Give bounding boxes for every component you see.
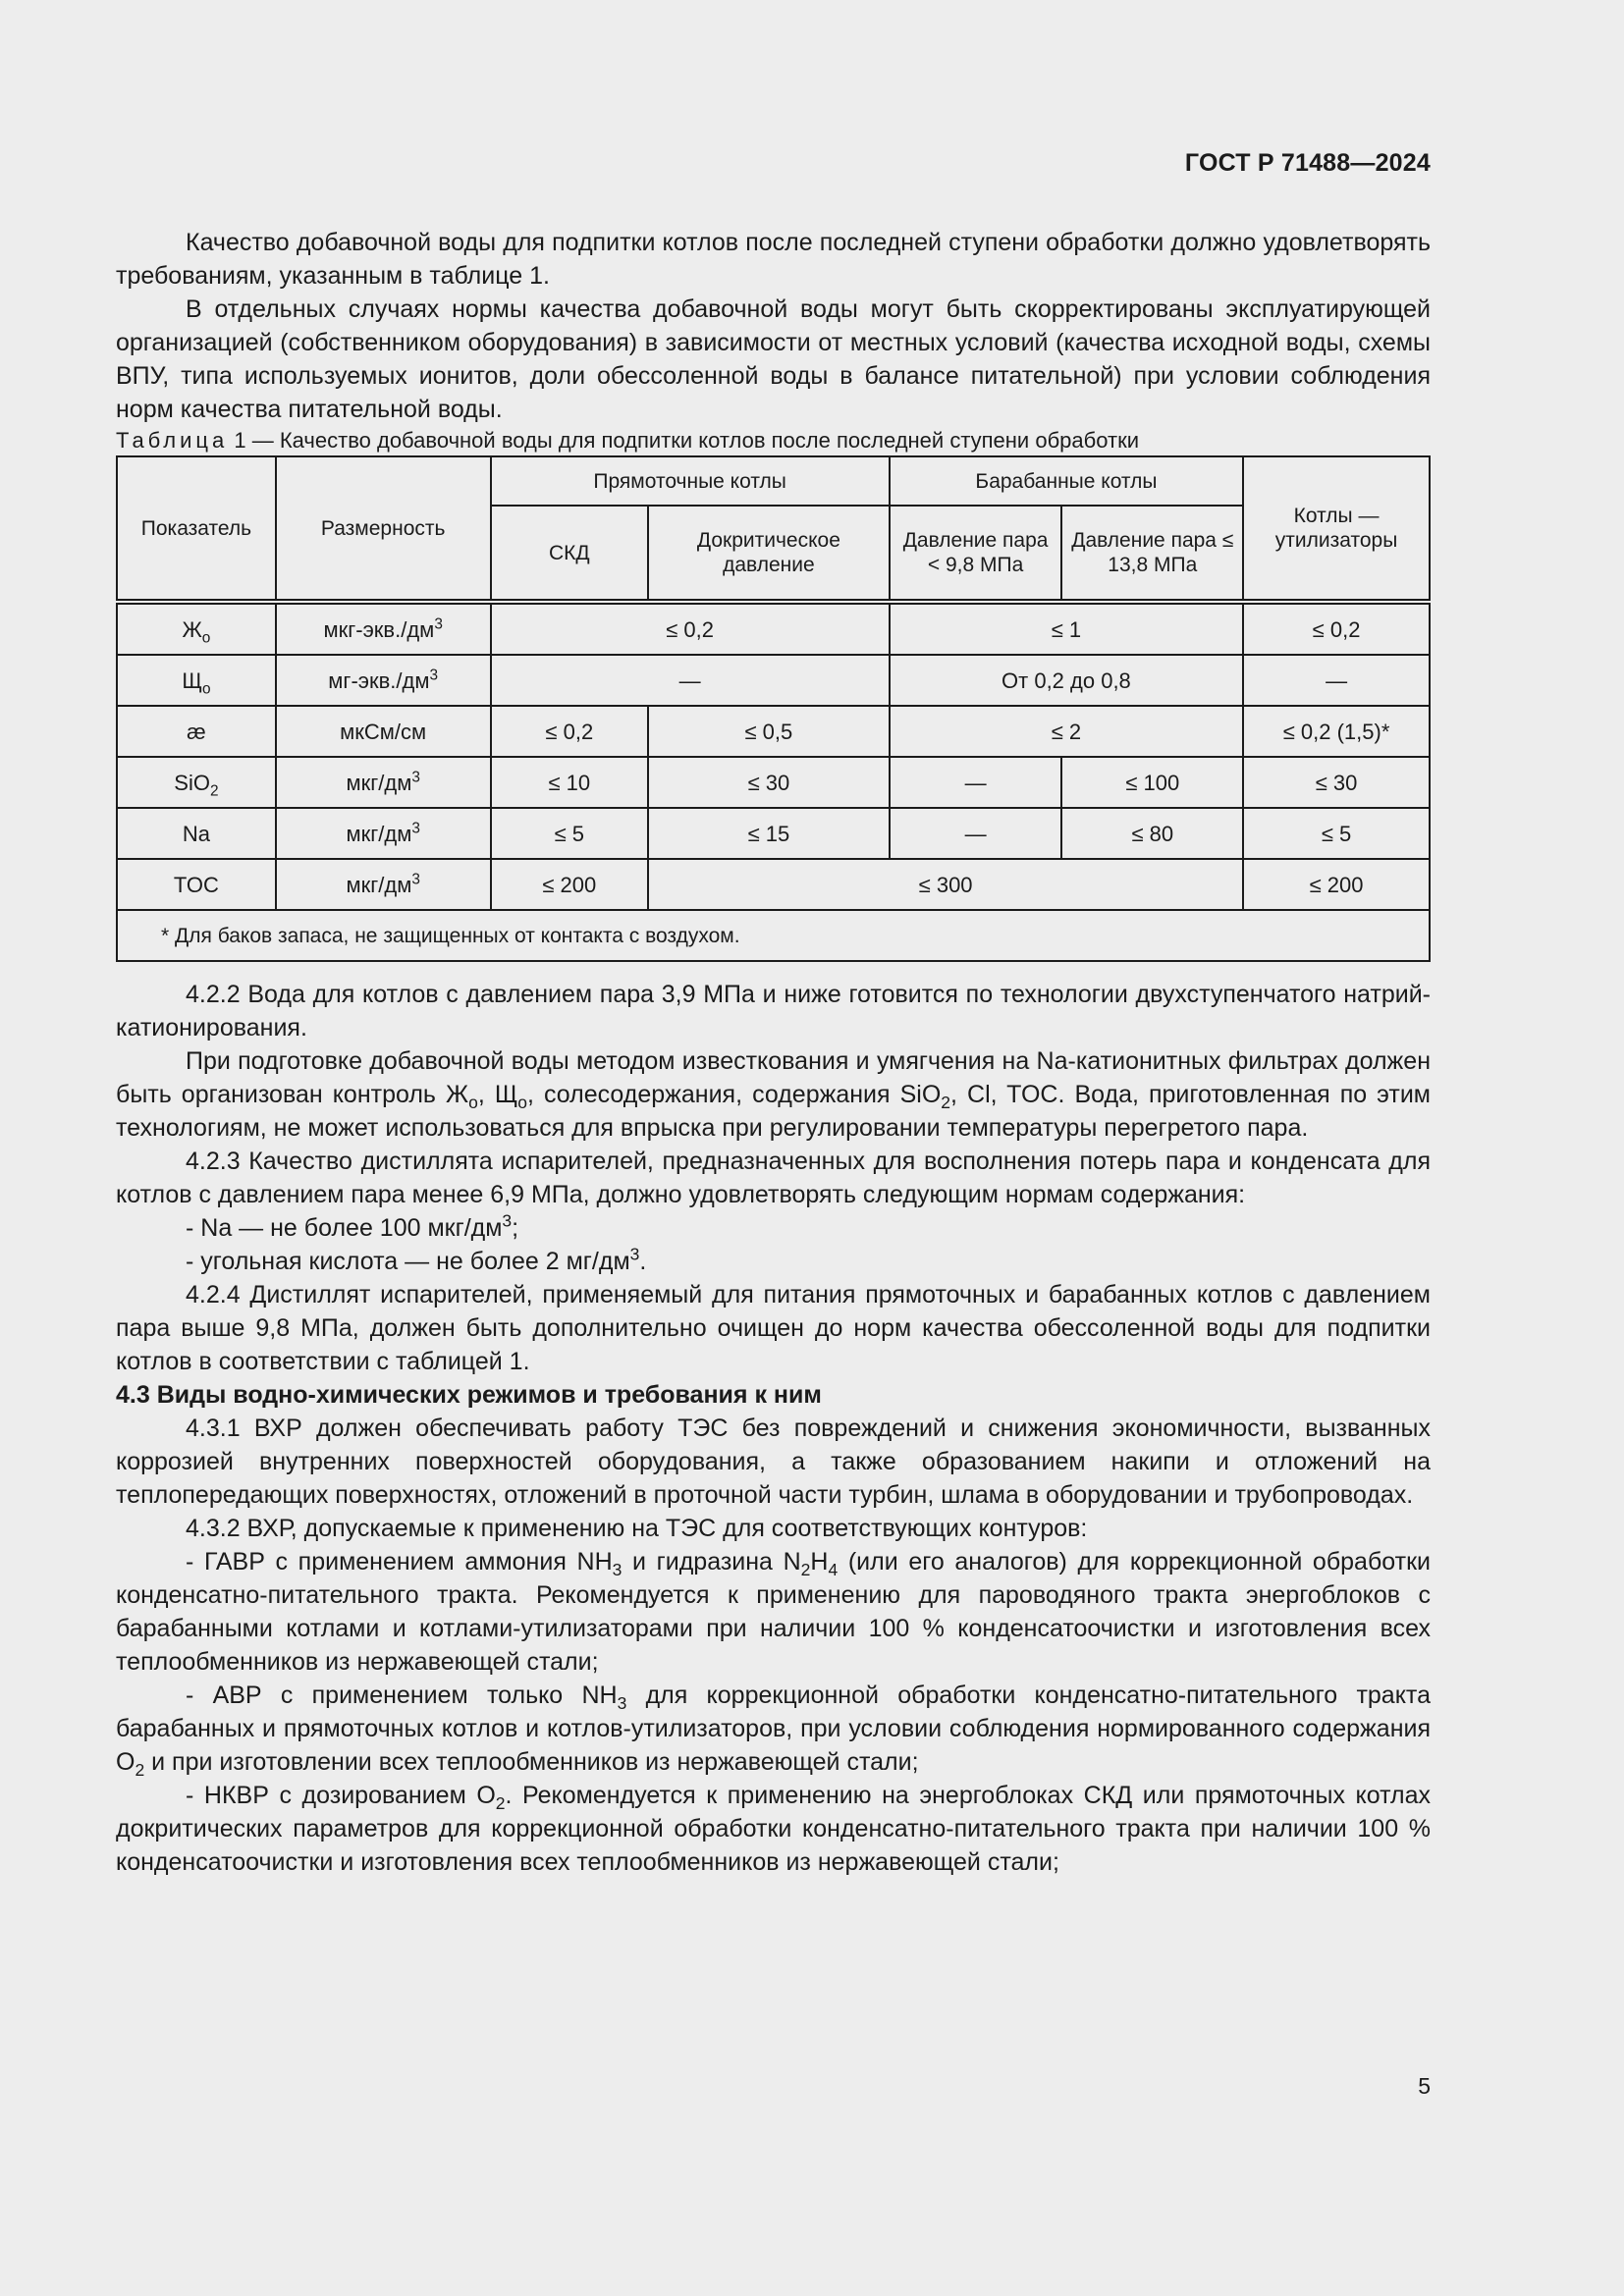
table-caption (116, 426, 1431, 455)
indicator-cell: SiO$_2$ (117, 757, 276, 808)
value-cell: ≤ 80 (1061, 808, 1243, 859)
table-row (117, 706, 1430, 757)
unit-cell: мкг/$дм^3$ (276, 808, 491, 859)
indicator-cell: $Ж_о$ (117, 602, 276, 655)
value-cell: ≤ 5 (491, 808, 649, 859)
indicator-cell: TOC (117, 859, 276, 910)
clause-4-2-4: 4.2.4 Дистиллят испарителей, применяемый для питания прямоточных и барабанных котлов с давлением пара выше 9,8 МПа, должен быть дополнительно очищен до норм качества обессоленной воды для подпитки котлов в соответствии с таблицей 1. (116, 1281, 1431, 1375)
header-indicator: Показатель (117, 456, 276, 602)
header-drum-boilers: Барабанные котлы (890, 456, 1243, 506)
value-cell: ≤ 300 (648, 859, 1243, 910)
value-cell: ≤ 15 (648, 808, 890, 859)
header-skd: СКД (491, 506, 649, 602)
clause-4-2-2: 4.2.2 Вода для котлов с давлением пара 3,9 МПа и ниже готовится по технологии двухступенчатого натрий-катионирования. (116, 981, 1431, 1041)
value-cell: ≤ 10 (491, 757, 649, 808)
clause-4-2-2-control: При подготовке добавочной воды методом известкования и умягчения на Na-катионитных фильтрах должен быть организован контроль $Ж_о$, $Щ_о$, солесодержания, содержания SiO$_2$, Cl, TOC. Вода, приготовленная по этим технологиям, не может использоваться для впрыска при регулировании температуры перегретого пара. (116, 1047, 1431, 1142)
value-cell: ≤ 30 (648, 757, 890, 808)
header-subcritical: Докритическое давление (648, 506, 890, 602)
table-row (117, 808, 1430, 859)
value-cell: ≤ 0,2 (1243, 602, 1430, 655)
value-cell: ≤ 200 (491, 859, 649, 910)
value-cell: ≤ 0,2 (491, 706, 649, 757)
clause-4-3-2: 4.3.2 ВХР, допускаемые к применению на ТЭС для соответствующих контуров: (186, 1515, 1088, 1542)
value-cell: ≤ 100 (1061, 757, 1243, 808)
value-cell: — (890, 757, 1062, 808)
table-caption-label: Таблица (116, 428, 229, 453)
document-id: ГОСТ Р 71488—2024 (1184, 149, 1431, 177)
table-row (117, 859, 1430, 910)
value-cell: От 0,2 до 0,8 (890, 655, 1243, 706)
page-content (116, 226, 1431, 1879)
value-cell: ≤ 0,2 (491, 602, 890, 655)
value-cell: ≤ 1 (890, 602, 1243, 655)
indicator-cell: Na (117, 808, 276, 859)
header-drum-high-pressure: Давление пара ≤ 13,8 МПа (1061, 506, 1243, 602)
unit-cell: $мг-экв./дм^3$ (276, 655, 491, 706)
section-heading: 4.3 Виды водно-химических режимов и требования к ним (116, 1381, 822, 1409)
value-cell: ≤ 0,5 (648, 706, 890, 757)
table-footnote: * Для баков запаса, не защищенных от контакта с воздухом. (117, 910, 1430, 961)
table-footnote-row (117, 910, 1430, 961)
header-once-through-boilers: Прямоточные котлы (491, 456, 890, 506)
clause-4-3-1: 4.3.1 ВХР должен обеспечивать работу ТЭС без повреждений и снижения экономичности, вызванных коррозией внутренних поверхностей оборудования, а также образованием накипи и отложений на теплопередающих поверхностях, отложений в проточной части турбин, шлама в оборудовании и трубопроводах. (116, 1415, 1431, 1509)
unit-cell: мкг/$дм^3$ (276, 757, 491, 808)
header-hrsg: Котлы — утилизаторы (1243, 456, 1430, 602)
table-row (117, 655, 1430, 706)
value-cell: — (890, 808, 1062, 859)
unit-cell: мкг/$дм^3$ (276, 859, 491, 910)
list-item: - ГАВР с применением аммония $NH_3$ и гидразина $N_2H_4$ (или его аналогов) для коррекционной обработки конденсатно-питательного тракта. Рекомендуется к применению для пароводяного тракта энергоблоков с барабанными котлами и котлами-утилизаторами при наличии 100 % конденсатоочистки и изготовления всех теплообменников из нержавеющей стали; (116, 1548, 1431, 1676)
header-drum-low-pressure: Давление пара < 9,8 МПа (890, 506, 1062, 602)
unit-cell: мкСм/см (276, 706, 491, 757)
unit-cell: мкг-$экв./дм^3$ (276, 602, 491, 655)
water-quality-table (116, 455, 1431, 962)
table-caption-text: 1 — Качество добавочной воды для подпитки котлов после последней ступени обработки (234, 428, 1139, 453)
value-cell: — (1243, 655, 1430, 706)
value-cell: ≤ 0,2 (1,5)* (1243, 706, 1430, 757)
table-row (117, 757, 1430, 808)
value-cell: ≤ 5 (1243, 808, 1430, 859)
list-item: - НКВР с дозированием $O_2$. Рекомендуется к применению на энергоблоках СКД или прямоточных котлах докритических параметров для коррекционной обработки конденсатно-питательного тракта при наличии 100 % конденсатоочистки и изготовления всех теплообменников из нержавеющей стали; (116, 1782, 1432, 1876)
value-cell: ≤ 200 (1243, 859, 1430, 910)
list-item: - угольная кислота — не более 2 $мг/дм^3$. (186, 1244, 647, 1275)
header-unit: Размерность (276, 456, 491, 602)
list-item: - Na — не более 100 мкг/$дм^3$; (186, 1210, 519, 1242)
intro-paragraph-2: В отдельных случаях нормы качества добавочной воды могут быть скорректированы эксплуатирующей организацией (собственником оборудования) в зависимости от местных условий (качества исходной воды, схемы ВПУ, типа используемых ионитов, доли обессоленной воды в балансе питательной) при условии соблюдения норм качества питательной воды. (116, 295, 1431, 423)
table-row (117, 602, 1430, 655)
page-number: 5 (1418, 2073, 1431, 2099)
clause-4-2-3: 4.2.3 Качество дистиллята испарителей, предназначенных для восполнения потерь пара и конденсата для котлов с давлением пара менее 6,9 МПа, должно удовлетворять следующим нормам содержания: (116, 1148, 1431, 1208)
indicator-cell: $Щ_о$ (117, 655, 276, 706)
value-cell: ≤ 30 (1243, 757, 1430, 808)
intro-paragraph-1: Качество добавочной воды для подпитки котлов после последней ступени обработки должно удовлетворять требованиям, указанным в таблице 1. (116, 229, 1431, 290)
list-item: - АВР с применением только $NH_3$ для коррекционной обработки конденсатно-питательного тракта барабанных и прямоточных котлов и котлов-утилизаторов, при условии соблюдения нормированного содержания $O_2$ и при изготовлении всех теплообменников из нержавеющей стали; (116, 1682, 1431, 1780)
value-cell: ≤ 2 (890, 706, 1243, 757)
indicator-cell: æ (117, 706, 276, 757)
value-cell: — (491, 655, 890, 706)
